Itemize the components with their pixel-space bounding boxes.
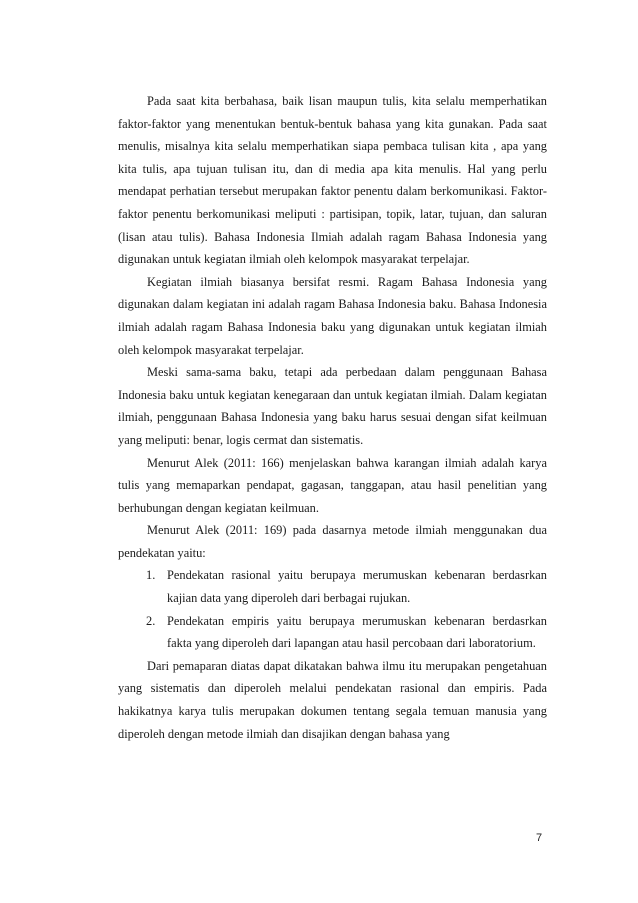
paragraph-ragam-baku: Kegiatan ilmiah biasanya bersifat resmi. Ragam Bahasa Indonesia yang digunakan dalam kegiatan ini adalah ragam Bahasa Indonesia baku. Bahasa Indonesia ilmiah adalah ragam Bahasa Indonesia baku yang digunakan untuk kegiatan ilmiah oleh kelompok masyarakat terpelajar. [118, 274, 547, 357]
pendekatan-list [118, 564, 547, 654]
paragraph-alek-169: Menurut Alek (2011: 169) pada dasarnya metode ilmiah menggunakan dua pendekatan yaitu: [118, 523, 547, 560]
page-body [118, 90, 547, 745]
list-item-empiris [118, 610, 547, 655]
paragraph-kesimpulan: Dari pemaparan diatas dapat dikatakan bahwa ilmu itu merupakan pengetahuan yang sistematis dan diperoleh melalui pendekatan rasional dan empiris. Pada hakikatnya karya tulis merupakan dokumen tentang segala temuan manusia yang diperoleh dengan metode ilmiah dan disajikan dengan bahasa yang [118, 658, 547, 741]
list-item-rasional [118, 564, 547, 609]
list-item-text: Pendekatan rasional yaitu berupaya merumuskan kebenaran berdasrkan kajian data yang diperoleh dari berbagai rujukan. [167, 568, 547, 606]
list-number: 2. [146, 613, 156, 628]
paragraph-perbedaan: Meski sama-sama baku, tetapi ada perbedaan dalam penggunaan Bahasa Indonesia baku untuk kegiatan kenegaraan dan untuk kegiatan ilmiah. Dalam kegiatan ilmiah, penggunaan Bahasa Indonesia yang baku harus sesuai dengan sifat keilmuan yang meliputi: benar, logis cermat dan sistematis. [118, 365, 547, 447]
page-number: 7 [536, 832, 543, 844]
paragraph-alek-166: Menurut Alek (2011: 166) menjelaskan bahwa karangan ilmiah adalah karya tulis yang memaparkan pendapat, gagasan, tanggapan, atau hasil penelitian yang berhubungan dengan kegiatan keilmuan. [118, 455, 547, 515]
paragraph-intro: Pada saat kita berbahasa, baik lisan maupun tulis, kita selalu memperhatikan faktor-faktor yang menentukan bentuk-bentuk bahasa yang kita gunakan. Pada saat menulis, misalnya kita selalu memperhatikan siapa pembaca tulisan kita , apa yang kita tulis, apa tujuan tulisan itu, dan di media apa kita menulis. Hal yang perlu mendapat perhatian tersebut merupakan faktor penentu dalam berkomunikasi. Faktor-faktor penentu berkomunikasi meliputi : partisipan, topik, latar, tujuan, dan saluran (lisan atau tulis). Bahasa Indonesia Ilmiah adalah ragam Bahasa Indonesia yang digunakan untuk kegiatan ilmiah oleh kelompok masyarakat terpelajar. [118, 94, 547, 267]
list-item-text: Pendekatan empiris yaitu berupaya merumuskan kebenaran berdasrkan fakta yang diperoleh dari lapangan atau hasil percobaan dari laboratorium. [167, 613, 547, 651]
list-number: 1. [146, 568, 156, 583]
